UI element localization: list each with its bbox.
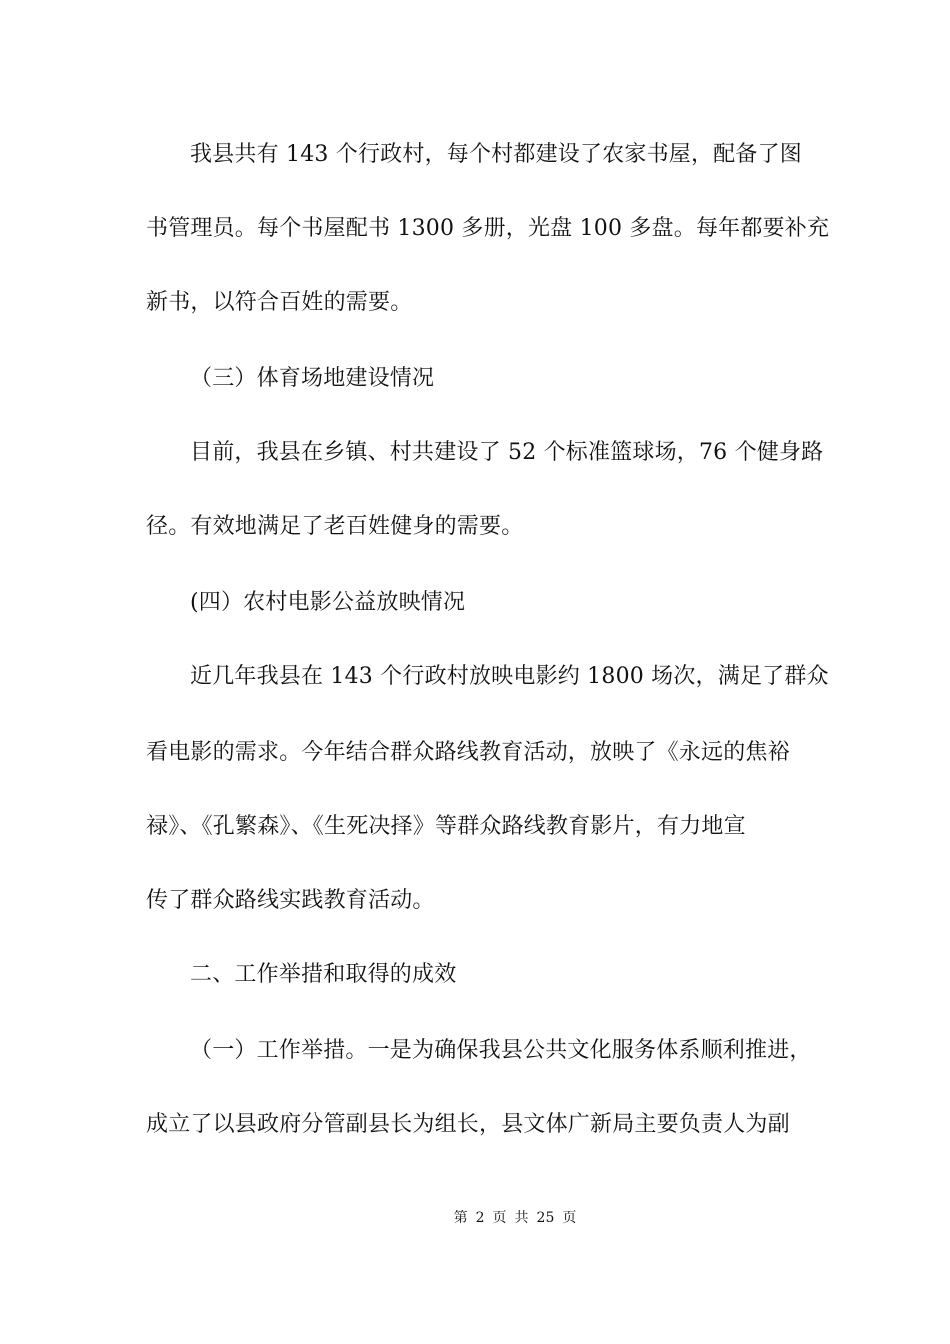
paragraph-line: 我县共有 143 个行政村，每个村都建设了农家书屋，配备了图 [190,142,802,167]
section-heading: 二、工作举措和取得的成效 [190,962,457,987]
paragraph-line: 书管理员。每个书屋配书 1300 多册，光盘 100 多盘。每年都要补充 [146,216,830,241]
page-number: 2 [475,1210,485,1226]
paragraph-line: 看电影的需求。今年结合群众路线教育活动，放映了《永远的焦裕 [146,740,790,765]
paragraph-line: 禄》、《孔繁森》、《生死决择》等群众路线教育影片，有力地宣 [146,814,746,839]
footer-suffix: 页 [562,1210,577,1226]
footer-total-word: 共 [514,1210,529,1226]
paragraph-line: 近几年我县在 143 个行政村放映电影约 1800 场次，满足了群众 [190,664,829,689]
paragraph-line: 径。有效地满足了老百姓健身的需要。 [146,514,524,539]
footer-prefix: 第 [453,1210,468,1226]
paragraph-line: 成立了以县政府分管副县长为组长，县文体广新局主要负责人为副 [146,1112,790,1137]
total-pages: 25 [536,1210,555,1226]
paragraph-line: 目前，我县在乡镇、村共建设了 52 个标准篮球场，76 个健身路 [190,440,824,465]
paragraph-line: 传了群众路线实践教育活动。 [146,888,435,913]
page-footer [0,1208,950,1228]
paragraph-line: （一）工作举措。一是为确保我县公共文化服务体系顺利推进， [190,1038,812,1063]
section-heading: (四）农村电影公益放映情况 [190,590,466,615]
section-heading: （三）体育场地建设情况 [190,366,435,391]
footer-page-word: 页 [492,1210,507,1226]
paragraph-line: 新书，以符合百姓的需要。 [146,290,413,315]
